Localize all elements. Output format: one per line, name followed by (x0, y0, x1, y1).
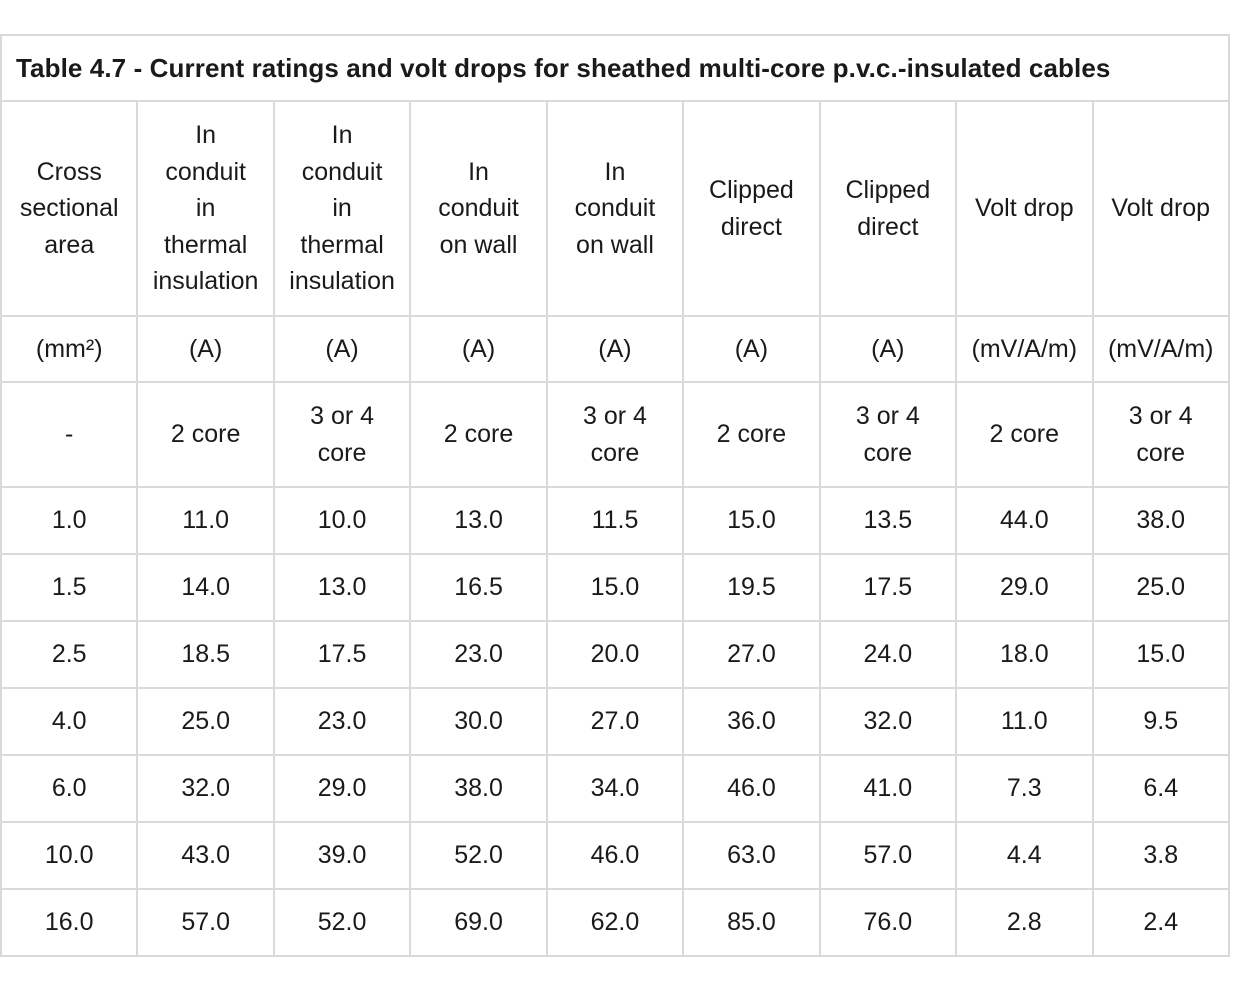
table-row (1, 822, 1229, 889)
unit-cell: (A) (274, 316, 410, 382)
core-cell (274, 382, 410, 487)
column-header-line: Cross (36, 157, 102, 186)
table-cell: 38.0 (410, 755, 546, 822)
column-header (274, 101, 410, 316)
unit-cell: (mV/A/m) (1093, 316, 1230, 382)
column-header-line: Clipped (709, 176, 794, 204)
table-cell: 34.0 (547, 755, 683, 822)
table-row (1, 621, 1229, 688)
core-cell-line: 3 or 4 (855, 402, 920, 430)
table-cell: 11.0 (956, 688, 1092, 755)
table-cell: 13.0 (274, 554, 410, 621)
table-cell: 15.0 (1093, 621, 1230, 688)
column-header-line: conduit (438, 194, 519, 223)
core-cell-line: core (317, 438, 367, 467)
table-cell: 2.5 (1, 621, 137, 688)
table-cell: 16.5 (410, 554, 546, 621)
core-cell-line: - (65, 420, 74, 449)
table-cell: 46.0 (683, 755, 819, 822)
table-cell: 32.0 (820, 688, 956, 755)
units-row (1, 316, 1229, 382)
column-header-line: direct (720, 212, 782, 241)
table-cell: 38.0 (1093, 487, 1230, 554)
core-cell (1093, 382, 1230, 487)
table-cell: 30.0 (410, 688, 546, 755)
column-header-line: conduit (165, 157, 246, 186)
column-header (1093, 101, 1230, 316)
table-cell: 10.0 (274, 487, 410, 554)
table-cell: 24.0 (820, 621, 956, 688)
table-cell: 23.0 (274, 688, 410, 755)
core-cell (956, 382, 1092, 487)
table-cell: 15.0 (547, 554, 683, 621)
table-cell: 3.8 (1093, 822, 1230, 889)
table-cell: 85.0 (683, 889, 819, 956)
cable-rating-table (0, 34, 1230, 957)
column-header-line: Volt drop (974, 194, 1074, 223)
core-cell-line: 2 core (989, 420, 1060, 449)
core-cell-line: core (1136, 438, 1186, 467)
table-cell: 11.5 (547, 487, 683, 554)
column-header-line: In (195, 121, 217, 150)
table-row (1, 688, 1229, 755)
core-cell (1, 382, 137, 487)
unit-cell: (A) (683, 316, 819, 382)
unit-cell: (A) (820, 316, 956, 382)
column-header-line: In (331, 121, 353, 150)
table-cell: 63.0 (683, 822, 819, 889)
table-cell: 6.4 (1093, 755, 1230, 822)
core-cell (137, 382, 273, 487)
core-cell (683, 382, 819, 487)
table-cell: 6.0 (1, 755, 137, 822)
column-header-line: direct (857, 212, 919, 241)
table-cell: 36.0 (683, 688, 819, 755)
column-header-line: conduit (574, 194, 656, 223)
table-cell: 2.8 (956, 889, 1092, 956)
table-cell: 52.0 (410, 822, 546, 889)
table-cell: 43.0 (137, 822, 273, 889)
table-cell: 57.0 (820, 822, 956, 889)
unit-cell: (A) (137, 316, 273, 382)
column-header (956, 101, 1092, 316)
table-cell: 7.3 (956, 755, 1092, 822)
column-header-line: thermal (163, 230, 248, 259)
table-cell: 10.0 (1, 822, 137, 889)
cores-row (1, 382, 1229, 487)
unit-cell: (mm²) (1, 316, 137, 382)
table-cell: 16.0 (1, 889, 137, 956)
table-row (1, 889, 1229, 956)
table-cell: 29.0 (274, 755, 410, 822)
core-cell (410, 382, 546, 487)
table-row (1, 554, 1229, 621)
table-cell: 27.0 (683, 621, 819, 688)
column-header (410, 101, 546, 316)
core-cell (547, 382, 683, 487)
table-title-row (1, 35, 1229, 101)
column-header-row (1, 101, 1229, 316)
table-body (1, 35, 1229, 956)
unit-cell: (mV/A/m) (956, 316, 1092, 382)
column-header-line: In (604, 157, 626, 186)
table-cell: 11.0 (137, 487, 273, 554)
table-cell: 19.5 (683, 554, 819, 621)
core-cell-line: 3 or 4 (1128, 402, 1193, 430)
column-header-line: thermal (300, 230, 384, 259)
column-header-line: insulation (152, 267, 259, 296)
column-header-line: Clipped (845, 176, 931, 204)
table-cell: 13.0 (410, 487, 546, 554)
core-cell-line: core (863, 438, 913, 467)
core-cell-line: 2 core (170, 420, 241, 449)
column-header-line: in (332, 194, 352, 223)
core-cell-line: core (590, 438, 640, 467)
table-cell: 9.5 (1093, 688, 1230, 755)
table-title: Table 4.7 - Current ratings and volt drops for sheathed multi-core p.v.c.-insulated cables (1, 35, 1229, 101)
table-cell: 23.0 (410, 621, 546, 688)
table-cell: 18.5 (137, 621, 273, 688)
column-header (547, 101, 683, 316)
table-cell: 14.0 (137, 554, 273, 621)
column-header-line: insulation (289, 267, 395, 296)
table-cell: 18.0 (956, 621, 1092, 688)
unit-cell: (A) (547, 316, 683, 382)
table-cell: 57.0 (137, 889, 273, 956)
table-row (1, 487, 1229, 554)
table-cell: 25.0 (1093, 554, 1230, 621)
unit-cell: (A) (410, 316, 546, 382)
core-cell-line: 3 or 4 (310, 402, 375, 430)
table-cell: 76.0 (820, 889, 956, 956)
column-header (137, 101, 273, 316)
table-cell: 17.5 (274, 621, 410, 688)
table-cell: 20.0 (547, 621, 683, 688)
table-row (1, 755, 1229, 822)
core-cell-line: 2 core (443, 420, 514, 449)
column-header-line: on wall (576, 230, 654, 259)
column-header-line: Volt drop (1111, 194, 1211, 223)
table-cell: 4.0 (1, 688, 137, 755)
column-header-line: area (44, 230, 95, 259)
core-cell-line: 3 or 4 (583, 402, 647, 430)
column-header (820, 101, 956, 316)
table-cell: 32.0 (137, 755, 273, 822)
column-header-line: sectional (19, 194, 119, 223)
column-header-line: on wall (439, 230, 518, 259)
table-cell: 1.0 (1, 487, 137, 554)
table-cell: 1.5 (1, 554, 137, 621)
table-cell: 69.0 (410, 889, 546, 956)
table-cell: 29.0 (956, 554, 1092, 621)
table-cell: 15.0 (683, 487, 819, 554)
column-header (683, 101, 819, 316)
table-cell: 13.5 (820, 487, 956, 554)
table-cell: 2.4 (1093, 889, 1230, 956)
core-cell (820, 382, 956, 487)
table-cell: 41.0 (820, 755, 956, 822)
column-header-line: conduit (301, 157, 383, 186)
column-header-line: in (195, 194, 216, 223)
cable-rating-table-container (0, 34, 1230, 957)
table-cell: 25.0 (137, 688, 273, 755)
table-cell: 17.5 (820, 554, 956, 621)
table-cell: 52.0 (274, 889, 410, 956)
table-cell: 39.0 (274, 822, 410, 889)
table-cell: 44.0 (956, 487, 1092, 554)
table-cell: 4.4 (956, 822, 1092, 889)
column-header-line: In (468, 157, 489, 186)
table-cell: 27.0 (547, 688, 683, 755)
table-cell: 62.0 (547, 889, 683, 956)
core-cell-line: 2 core (716, 420, 787, 449)
table-cell: 46.0 (547, 822, 683, 889)
column-header (1, 101, 137, 316)
